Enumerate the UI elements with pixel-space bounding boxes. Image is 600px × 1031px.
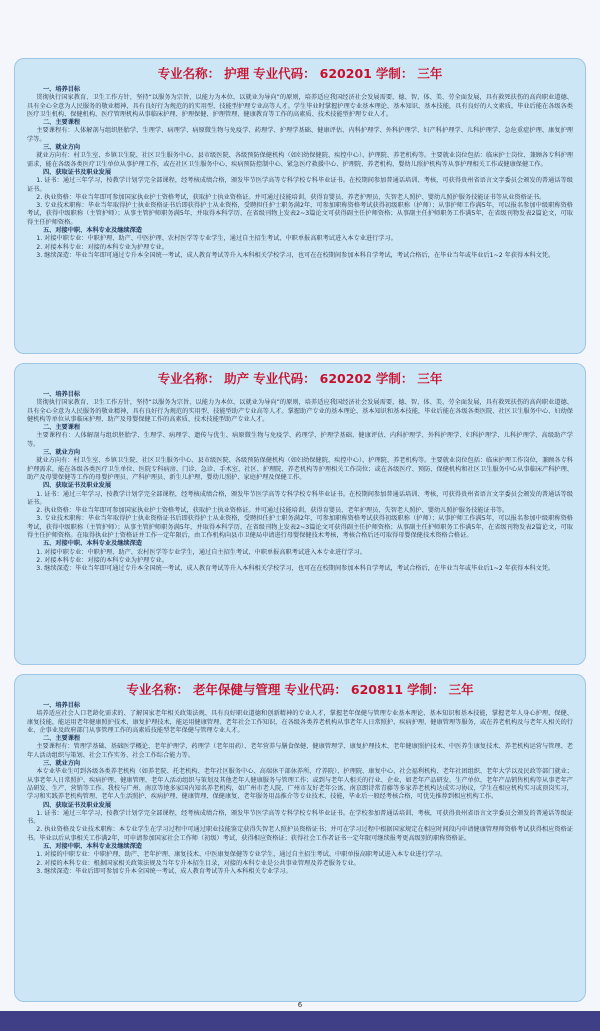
section-title: 五、对接中职、本科专业及继续深造 <box>43 227 142 235</box>
section-paragraph: 2. 执业资格：毕业当年即可参加国家执业护士资格考试，获取护士执业资格证。并可通过技能培训，获得育婴员、养老护理员、失智老人照护、婴幼儿照护服务技能证书等从业资格证书。 <box>36 193 546 201</box>
section-paragraph: 就业方向有：村卫生室、乡镇卫生院、社区卫生服务中心、县市级医院、各级预防保健机构（如妇幼保健院、疾控中心）、护理院、养老机构等。主要就业岗位包括：临床护士岗位、兼顾各专科护理需求，能在各级各类医疗卫生单位从事护理工作，或在社区卫生服务中心、疾病预防控制中心、紧急医疗救援中心、护理院、养老机构、婴幼儿照护机构等从事护理相关工作或健康保健工作。 <box>27 152 573 168</box>
section-paragraph: 1. 证书：通过三年学习，按教学计划学完全部课程，经考核成绩合格，颁发毕节医学高等专科学校专科毕业证书。在学校参加普通话培训、考核，可获得贵州省语言文字委员会颁发的普通话等级证书。 <box>27 809 573 826</box>
section-title: 一、培养目标 <box>43 702 81 709</box>
code-label: 专业代码： <box>284 682 347 697</box>
program-card-midwifery <box>14 363 586 665</box>
code-label: 专业代码： <box>253 371 316 386</box>
section-paragraph: 3. 继续深造：毕业当年即可通过专升本全国统一考试、成人教育考试等升入本科相关学校学习，也可在在校期间参加本科自学考试，考试合格后，在毕业当年或毕业后1~2 年获得本科文凭。 <box>36 565 555 573</box>
section-paragraph: 2. 执业资格：毕业当年即可参加国家执业护士资格考试，获取护士执业资格证。并可通过技能培训，获得育婴员、老年护理员、失智老人照护、婴幼儿照护服务技能证书等。 <box>36 507 509 515</box>
length-label: 学制： <box>375 66 414 81</box>
section-paragraph: 贯彻执行国家教育、卫生工作方针，坚持“以服务为宗旨、以能力为本位、以就业为导向”的原则，培养适应我国经济社会发展需要，德、智、体、美、劳全面发展，具有救死扶伤的高尚职业道德、具有全心全意为人民服务的敬业精神，具有良好行为规范的实用型、技能型助产专业高等人才。掌握助产专业的基本理论、基本知识和基本技能，毕业后能在各级各类医院、社区卫生服务中心、妇幼保健机构等单位从事临床护理、助产及母婴保健工作的高素质、技术技能型助产专业人才。 <box>27 399 573 423</box>
length-label: 学制： <box>407 682 445 697</box>
section-title: 四、获取证书及职业发展 <box>43 168 112 176</box>
name-label: 专业名称： <box>126 682 189 697</box>
program-length: 三年 <box>448 682 474 697</box>
section-paragraph: 培养适应社会人口老龄化需求的、了解国家老年相关政策法规、具有良好职业道德和创新精神的专业人才，掌握老年保健与管理专业基本理论、基本知识和基本技能，掌握老年人身心护理、保健、康复技能，能运用老年健康照护技术、康复护理技术，能运用健康管理、老年社会工作知识，在各级各类养老机构从事老年人日常照护、疾病护理、健康管理等服务，或在养老机构及与老年人相关的行业、企事业及政府部门从事管理工作的高素质技能型老年保健与管理专业人才。 <box>27 710 573 734</box>
section-paragraph: 3. 继续深造：毕业后即可参加专升本全国统一考试、成人教育考试等升入本科相关专业学习。 <box>36 867 292 875</box>
program-length: 三年 <box>417 371 443 386</box>
name-label: 专业名称： <box>157 371 221 386</box>
length-label: 学制： <box>375 371 414 386</box>
section-title: 三、就业方向 <box>43 449 81 457</box>
footer-band <box>0 1011 600 1031</box>
program-code: 620201 <box>319 66 372 81</box>
section-paragraph: 就业方向有：村卫生室、乡镇卫生院、社区卫生服务中心、县市级医院、各级预防保健机构（如妇幼保健院、疾控中心）、护理院、养老机构等。主要就业岗位包括：临床护理工作岗位，兼顾各专科护理需求，能在各级各类医疗卫生单位、医院专科病房、门诊、急诊、手术室、社区、护理院、养老机构等护理相关工作岗位；或在各级医疗、预防、保健机构和社区卫生服务中心从事临床产科护理、助产及母婴保健等工作的母婴护理员、产科护理员、新生儿护理、婴幼儿照护、家庭护理及保健工作。 <box>27 457 573 481</box>
section-title: 一、培养目标 <box>43 391 81 398</box>
section-title: 三、就业方向 <box>43 760 81 768</box>
program-name: 助产 <box>224 371 250 386</box>
section-title: 四、获取证书及职业发展 <box>43 801 112 809</box>
section-paragraph: 3. 专业技术职称：毕业当年取得护士执业资格证书后即获得护士从业资格，受聘担任护士职务满2年，可参加职称资格考试获得初级职称（护师）；从事护师工作满5年，可以报名参加中级职称资格考试，获得中级职称（主管护师）；从事主管护师职务满5年，并取得本科学历，在省级刊物上发表2~3篇论文可获得副主任护师资格；从事副主任护师职务工作满5年，在省级刊物发表2篇论文，可取得主任护师资格。在取得执业护士资格证并工作一定年限后，由工作机构向县市卫健局申请进行母婴保健技术考核，考核合格后还可取得母婴保健技术资格合格证。 <box>27 515 573 540</box>
program-header <box>27 681 573 699</box>
section-paragraph: 2. 执业资格及专业技术职称：本专业学生在学习过程中可通过职业技能鉴定获得失智老人照护员资格证书；并可在学习过程中根据国家规定在相应时间段内申请健康管理师资格考试获得相应资格证书。毕业以后从事相关工作满2年，可申请参加国家社会工作师（初级）考试，获得相应资格证；获得社会工作者证书一定年限可继续报考更高级别的职称资格证。 <box>27 826 573 842</box>
program-name: 老年保健与管理 <box>192 682 281 697</box>
section-title: 五、对接中职、本科专业及继续深造 <box>43 843 142 851</box>
program-header <box>27 370 573 388</box>
program-name: 护理 <box>224 66 250 81</box>
section-paragraph: 主要课程有：管理学基础、基础医学概论、老年护理学、药理学（老年用药）、老年营养与膳食保健、健康管理学、康复护理技术、老年健康照护技术、中医养生康复技术、养老机构运营与管理、老年人活动组织与策划、社会工作实务、社会工作综合能力等。 <box>27 743 573 759</box>
section-paragraph: 主要课程有：人体解剖与组织胚胎学、生理学、病理学、病原微生物与免疫学、药理学、护理学基础、健康评估、内科护理学、外科护理学、妇产科护理学、儿科护理学、急危重症护理、康复护理学等。 <box>27 127 573 143</box>
section-paragraph: 本专业毕业生可到各级各类养老机构（如养老院、托老机构、老年社区服务中心、高端休干部休养所、疗养院）、护理院、康复中心、社会福利机构、老年社团组织、老年大学以及民政等部门就业；从事老年人日常照护、疾病护理、健康管理、老年人活动组织与策划及其他老年人健康服务与管理工作；或到与老年人相关的行业、企业，如老年产品研发、生产单位，老年产品销售机构等从事老年产品研发、生产、营销等工作。我校与广州、南京等地多家国内知名养老机构，如广州市老人院、广州市友好老年公寓、南京朗诗常青藤等多家养老机构达成实习协议，学生在相应机构实习或顶岗实习，学习和实践养老机构管理、老年人生活照护、疾病护理、健康管理、保健康复、老年服务用品推介等专业技术、技能，毕业后一般经考核合格，可优先推荐到相应机构工作。 <box>27 768 573 801</box>
program-card-nursing <box>14 58 586 354</box>
section-title: 三、就业方向 <box>43 144 81 152</box>
program-card-elderly-care <box>14 674 586 1002</box>
section-title: 一、培养目标 <box>43 86 81 93</box>
section-paragraph: 1. 证书：通过三年学习，按教学计划学完全部课程，经考核成绩合格，颁发毕节医学高等专科学校专科毕业证书。在校期间参加普通话培训、考核，可获得贵州省语言文字委员会颁发的普通话等级证书。 <box>27 490 573 506</box>
program-code: 620202 <box>319 371 372 386</box>
section-paragraph: 3. 继续深造：毕业当年即可通过专升本全国统一考试、成人教育考试等升入本科相关学校学习，也可在在校期间参加本科自学考试，考试合格后，在毕业当年或毕业后1~2 年获得本科文凭。 <box>36 251 555 259</box>
page-number: 6 <box>297 1001 303 1009</box>
section-title: 二、主要课程 <box>43 424 81 432</box>
section-title: 二、主要课程 <box>43 119 81 127</box>
section-paragraph: 3. 专业技术职称：毕业当年取得护士执业资格证书后即获得护士从业资格，受聘担任护士职务满2年，可参加职称资格考试获得初级职称（护师）；从事护师工作满5年，可以报名参加中级职称资格考试，获得中级职称（主管护师）；从事主管护师职务满5年，并取得本科学历、在省级刊物上发表2~3篇论文可获得副主任护师资格；从事副主任护师职务工作满5年，在省级刊物发表2篇论文，可取得主任护师资格。 <box>27 202 573 226</box>
section-paragraph: 2. 对接本科专业：对接的本科专业为护理专业。 <box>36 243 168 251</box>
code-label: 专业代码： <box>253 66 316 81</box>
section-paragraph: 2. 对接本科专业：对接的本科专业为护理专业。 <box>36 556 168 564</box>
program-code: 620811 <box>350 682 404 697</box>
section-paragraph: 1. 证书：通过三年学习，按教学计划学完全部课程，经考核成绩合格，颁发毕节医学高等专科学校专科毕业证书。在校期间参加普通话培训、考核，可获得贵州省语言文字委员会颁发的普通话等级证书。 <box>27 177 573 193</box>
section-paragraph: 主要课程有：人体解剖与组织胚胎学、生理学、病理学、遗传与优生、病原微生物与免疫学、药理学、护理学基础、健康评估、内科护理学、外科护理学、妇科护理学、儿科护理学、高级助产学等。 <box>27 432 573 448</box>
section-title: 五、对接中职、本科专业及继续深造 <box>43 540 142 548</box>
section-title: 四、获取证书及职业发展 <box>43 482 112 490</box>
section-paragraph: 1. 对接中职专业：中职护理、助产、农村医学等专业学生，通过自主招生考试、中职单报高职考试进入本专业进行学习。 <box>36 548 366 556</box>
section-paragraph: 1. 对接的中职专业：中职护理、助产、老年护理、康复技术、中医康复保健等专业学生，通过自主招生考试、中职单报高职考试进入本专业进行学习。 <box>36 851 447 859</box>
section-paragraph: 1. 对接中职专业：中职护理、助产、中医护理、农村医学等专业学生，通过自主招生考试、中职单报高职考试进入本专业进行学习。 <box>36 235 397 243</box>
section-title: 二、主要课程 <box>43 735 81 743</box>
section-paragraph: 贯彻执行国家教育、卫生工作方针，坚持“以服务为宗旨、以能力为本位、以就业为导向”的原则，培养适应我国经济社会发展需要，德、智、体、美、劳全面发展，具有救死扶伤的高尚职业道德、具有全心全意为人民服务的敬业精神，具有良好行为规范的的实用型、技能型护理专业高等人才。学生毕业时掌握护理专业基本理论、基本知识、基本技能，具有良好的人文素质，毕业后能在各级各类医疗卫生机构、保健机构、医疗管理机构从事临床护理、护理保健、护理管理、健康教育等工作的高素质、技术技能型护理专业人才。 <box>27 94 573 118</box>
section-paragraph: 2. 对接的本科专业：根据国家相关政策法规及当年专升本招生目录，对接的本科专业是公共事业管理及养老服务专业。 <box>36 859 360 867</box>
name-label: 专业名称： <box>157 66 221 81</box>
program-header <box>27 65 573 83</box>
program-length: 三年 <box>417 66 443 81</box>
